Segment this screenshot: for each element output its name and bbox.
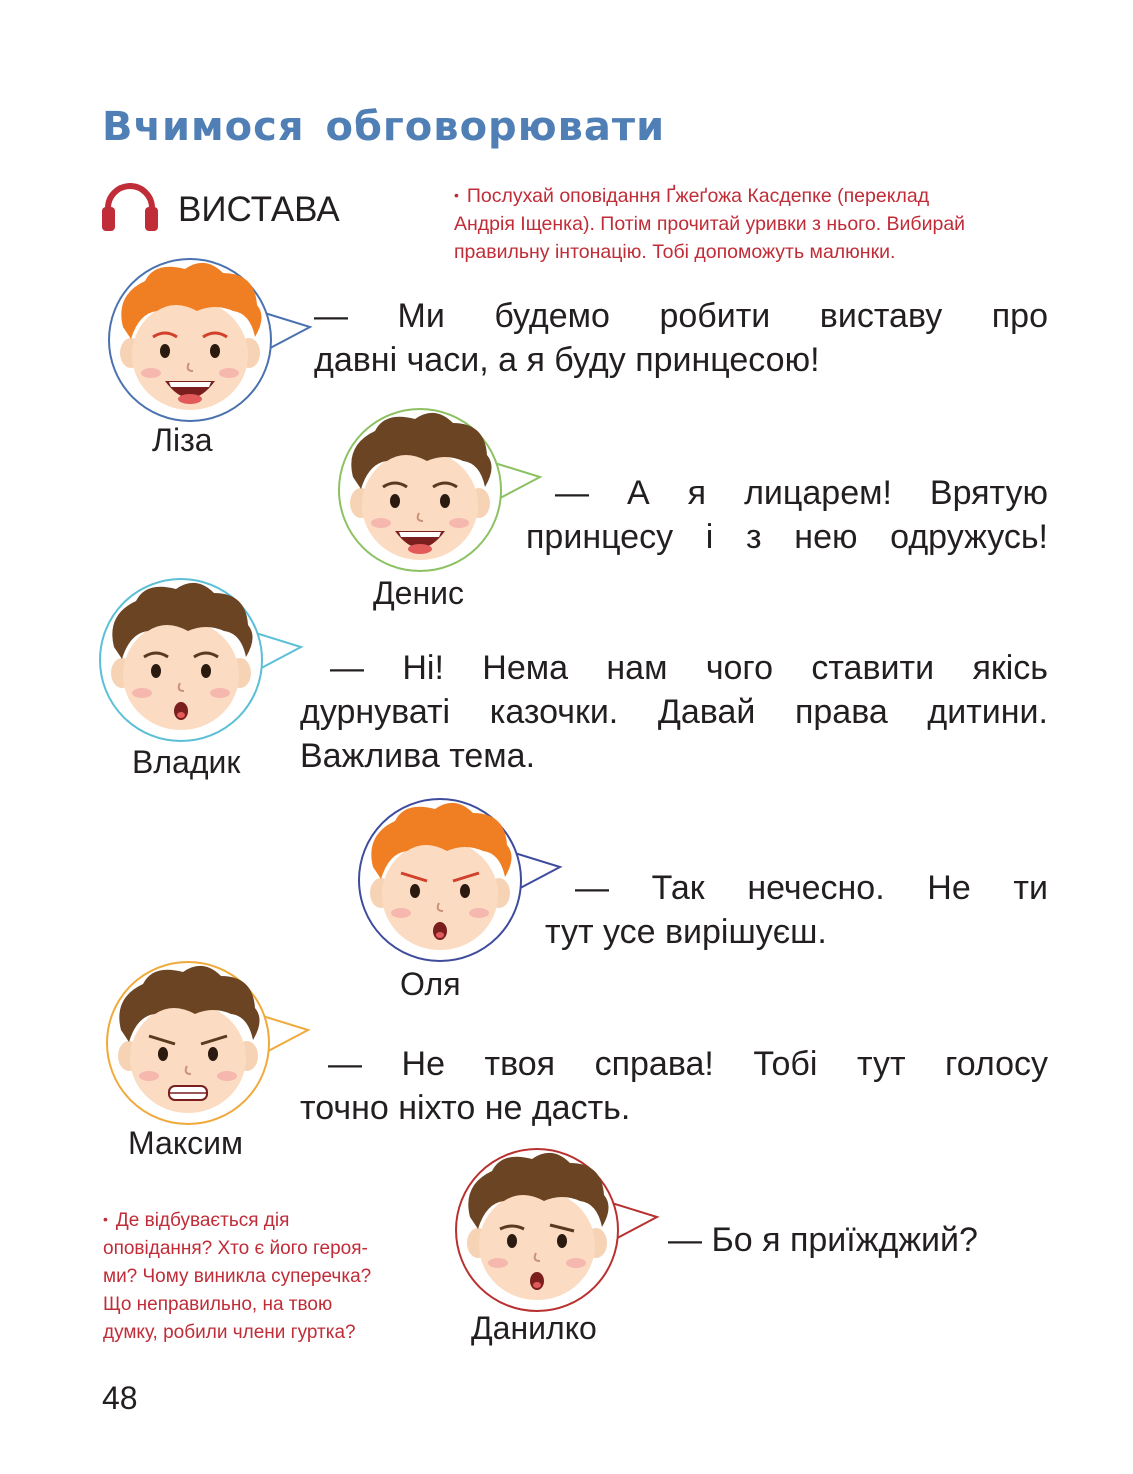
dialogue-line: точно ніхто не дасть. xyxy=(300,1089,631,1127)
child-face-icon xyxy=(335,405,555,575)
dialogue-line: — Не твоя справа! Тобі тут голосу xyxy=(328,1045,1048,1083)
dialogue-line: — Ні! Нема нам чого ставити якісь xyxy=(330,649,1048,687)
instruction-line: правильну інтонацію. Тобі допоможуть малюнки. xyxy=(454,241,896,263)
character-name: Владик xyxy=(132,744,241,780)
child-face-icon xyxy=(452,1145,672,1315)
character-name: Оля xyxy=(400,966,461,1002)
avatar-olia xyxy=(355,795,575,965)
questions-text xyxy=(103,1205,443,1347)
child-face-icon xyxy=(105,255,325,425)
child-face-icon xyxy=(355,795,575,965)
dialogue-line: Важлива тема. xyxy=(300,737,536,775)
page-title: Вчимося обговорювати xyxy=(102,104,666,150)
avatar-liza xyxy=(105,255,325,425)
questions-line: думку, робили члени гуртка? xyxy=(103,1322,356,1343)
questions-line: Де відбувається дія xyxy=(115,1210,290,1231)
dialogue-line: — А я лицарем! Врятую xyxy=(555,474,1048,512)
child-face-icon xyxy=(103,958,323,1128)
avatar-vladyk xyxy=(96,575,316,745)
questions-line: ми? Чому виникла суперечка? xyxy=(103,1266,372,1287)
page-number: 48 xyxy=(102,1380,138,1416)
avatar-maksym xyxy=(103,958,323,1128)
headphones-icon xyxy=(101,180,159,232)
bullet: • xyxy=(103,1211,108,1227)
instruction-text xyxy=(454,181,1064,266)
instruction-line: Послухай оповідання Ґжеґожа Касдепке (переклад xyxy=(466,185,930,207)
instruction-line: Андрія Іщенка). Потім прочитай уривки з нього. Вибирай xyxy=(454,213,966,235)
section-name: ВИСТАВА xyxy=(178,190,340,229)
dialogue-line: давні часи, а я буду принцесою! xyxy=(314,341,820,379)
questions-line: оповідання? Хто є його героя- xyxy=(103,1238,368,1259)
avatar-danylko xyxy=(452,1145,672,1315)
character-name: Денис xyxy=(373,575,465,611)
dialogue-line: — Бо я приїжджий? xyxy=(668,1221,978,1259)
bullet: • xyxy=(454,187,459,203)
avatar-denys xyxy=(335,405,555,575)
character-name: Данилко xyxy=(471,1310,597,1346)
character-name: Ліза xyxy=(152,422,213,458)
child-face-icon xyxy=(96,575,316,745)
dialogue-line: тут усе вирішуєш. xyxy=(545,913,827,951)
character-name: Максим xyxy=(128,1125,244,1161)
dialogue-line: — Так нечесно. Не ти xyxy=(575,869,1048,907)
dialogue-line: — Ми будемо робити виставу про xyxy=(314,297,1048,335)
dialogue-line: дурнуваті казочки. Давай права дитини. xyxy=(300,693,1048,731)
dialogue-line: принцесу і з нею одружусь! xyxy=(526,518,1048,556)
questions-line: Що неправильно, на твою xyxy=(103,1294,333,1315)
